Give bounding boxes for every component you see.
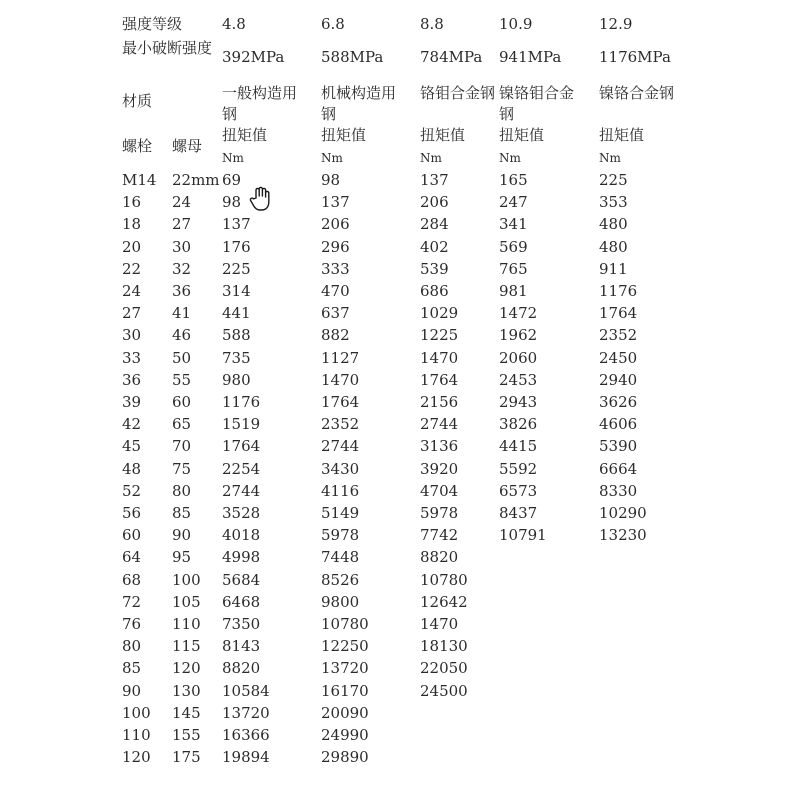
nut-size-cell: 50 [172,349,192,367]
torque-value-cell: 2744 [321,437,360,455]
bolt-size-cell: 80 [122,637,142,655]
torque-value-cell: 5390 [599,437,638,455]
torque-value-cell: 20090 [321,704,369,722]
nut-size-cell: 175 [172,748,201,766]
nut-size-cell: 145 [172,704,201,722]
bolt-size-cell: 90 [122,682,142,700]
torque-value-cell: 24990 [321,726,369,744]
torque-value-cell: 12642 [420,593,468,611]
nut-size-cell: 75 [172,460,192,478]
strength-4-8: 392MPa [222,48,285,66]
torque-value-cell: 12250 [321,637,369,655]
torque-value-cell: 882 [321,326,350,344]
torque-label-6-8: 扭矩值 [321,126,367,144]
torque-value-cell: 1225 [420,326,459,344]
torque-value-cell: 10780 [321,615,369,633]
torque-value-cell: 247 [499,193,528,211]
grade-12-9: 12.9 [599,15,633,33]
torque-value-cell: 13720 [222,704,270,722]
torque-value-cell: 2744 [420,415,459,433]
torque-value-cell: 2156 [420,393,459,411]
nut-size-cell: 95 [172,548,192,566]
nut-size-cell: 30 [172,238,192,256]
torque-value-cell: 1764 [420,371,459,389]
bolt-size-cell: 76 [122,615,142,633]
bolt-size-cell: 64 [122,548,142,566]
torque-value-cell: 10290 [599,504,647,522]
torque-value-cell: 6573 [499,482,538,500]
torque-value-cell: 1127 [321,349,360,367]
bolt-size-cell: M14 [122,171,157,189]
bolt-size-cell: 20 [122,238,142,256]
torque-value-cell: 8526 [321,571,360,589]
nut-label: 螺母 [172,137,203,155]
torque-value-cell: 10584 [222,682,270,700]
material-4-8: 一般构造用钢 [222,84,298,123]
nut-size-cell: 100 [172,571,201,589]
bolt-size-cell: 27 [122,304,142,322]
torque-value-cell: 2744 [222,482,261,500]
torque-value-cell: 1764 [222,437,261,455]
bolt-size-cell: 52 [122,482,142,500]
material-12-9: 镍铬合金钢 [599,84,675,102]
torque-value-cell: 69 [222,171,242,189]
torque-value-cell: 4998 [222,548,261,566]
torque-value-cell: 980 [222,371,251,389]
nut-size-cell: 120 [172,659,201,677]
torque-value-cell: 1176 [599,282,638,300]
torque-value-cell: 8820 [420,548,459,566]
bolt-size-cell: 39 [122,393,142,411]
strength-12-9: 1176MPa [599,48,671,66]
torque-value-cell: 3430 [321,460,360,478]
torque-value-cell: 137 [222,215,251,233]
unit-4-8: Nm [222,151,244,165]
torque-value-cell: 314 [222,282,251,300]
torque-value-cell: 7350 [222,615,261,633]
nut-size-cell: 24 [172,193,192,211]
torque-value-cell: 4704 [420,482,459,500]
torque-value-cell: 16366 [222,726,270,744]
torque-value-cell: 98 [321,171,341,189]
bolt-size-cell: 24 [122,282,142,300]
bolt-size-cell: 45 [122,437,142,455]
torque-value-cell: 7742 [420,526,459,544]
torque-value-cell: 588 [222,326,251,344]
bolt-size-cell: 56 [122,504,142,522]
torque-value-cell: 1470 [420,349,459,367]
torque-value-cell: 8820 [222,659,261,677]
bolt-size-cell: 33 [122,349,142,367]
torque-value-cell: 225 [599,171,628,189]
torque-value-cell: 6664 [599,460,638,478]
torque-label-8-8: 扭矩值 [420,126,466,144]
torque-value-cell: 13230 [599,526,647,544]
torque-value-cell: 402 [420,238,449,256]
nut-size-cell: 115 [172,637,201,655]
torque-value-cell: 911 [599,260,628,278]
torque-value-cell: 98 [222,193,242,211]
nut-size-cell: 46 [172,326,192,344]
torque-value-cell: 6468 [222,593,261,611]
bolt-size-cell: 22 [122,260,142,278]
torque-label-10-9: 扭矩值 [499,126,545,144]
nut-size-cell: 41 [172,304,192,322]
torque-value-cell: 10780 [420,571,468,589]
grade-10-9: 10.9 [499,15,533,33]
unit-12-9: Nm [599,151,621,165]
bolt-size-cell: 16 [122,193,142,211]
bolt-size-cell: 18 [122,215,142,233]
bolt-size-cell: 85 [122,659,142,677]
torque-label-12-9: 扭矩值 [599,126,645,144]
strength-8-8: 784MPa [420,48,483,66]
torque-value-cell: 22050 [420,659,468,677]
hand-pointer-icon [248,186,272,212]
nut-size-cell: 55 [172,371,192,389]
torque-value-cell: 8330 [599,482,638,500]
torque-value-cell: 3136 [420,437,459,455]
torque-value-cell: 24500 [420,682,468,700]
material-8-8: 铬钼合金钢 [420,84,496,102]
torque-value-cell: 137 [420,171,449,189]
bolt-label: 螺栓 [122,137,153,155]
nut-size-cell: 90 [172,526,192,544]
material-10-9: 镍铬钼合金钢 [499,84,575,123]
torque-value-cell: 470 [321,282,350,300]
torque-value-cell: 19894 [222,748,270,766]
torque-value-cell: 16170 [321,682,369,700]
torque-value-cell: 8143 [222,637,261,655]
nut-size-cell: 110 [172,615,201,633]
torque-value-cell: 2352 [321,415,360,433]
torque-value-cell: 3826 [499,415,538,433]
torque-value-cell: 206 [321,215,350,233]
torque-value-cell: 765 [499,260,528,278]
torque-value-cell: 9800 [321,593,360,611]
strength-6-8: 588MPa [321,48,384,66]
torque-value-cell: 1962 [499,326,538,344]
torque-value-cell: 1472 [499,304,538,322]
torque-value-cell: 165 [499,171,528,189]
torque-value-cell: 5149 [321,504,360,522]
material-6-8: 机械构造用钢 [321,84,397,123]
torque-value-cell: 2060 [499,349,538,367]
torque-value-cell: 569 [499,238,528,256]
torque-value-cell: 1029 [420,304,459,322]
torque-value-cell: 206 [420,193,449,211]
torque-value-cell: 13720 [321,659,369,677]
torque-value-cell: 1176 [222,393,261,411]
nut-size-cell: 27 [172,215,192,233]
nut-size-cell: 130 [172,682,201,700]
torque-value-cell: 480 [599,238,628,256]
material-label: 材质 [122,92,153,110]
nut-size-cell: 60 [172,393,192,411]
torque-value-cell: 225 [222,260,251,278]
torque-value-cell: 2940 [599,371,638,389]
torque-value-cell: 2943 [499,393,538,411]
grade-4-8: 4.8 [222,15,246,33]
torque-value-cell: 1470 [321,371,360,389]
unit-10-9: Nm [499,151,521,165]
nut-size-cell: 65 [172,415,192,433]
torque-value-cell: 1764 [599,304,638,322]
bolt-size-cell: 36 [122,371,142,389]
torque-value-cell: 341 [499,215,528,233]
torque-value-cell: 441 [222,304,251,322]
torque-value-cell: 3528 [222,504,261,522]
unit-6-8: Nm [321,151,343,165]
torque-value-cell: 5592 [499,460,538,478]
torque-value-cell: 4018 [222,526,261,544]
torque-value-cell: 4606 [599,415,638,433]
torque-value-cell: 4116 [321,482,360,500]
torque-value-cell: 284 [420,215,449,233]
torque-value-cell: 5978 [420,504,459,522]
torque-value-cell: 686 [420,282,449,300]
bolt-size-cell: 42 [122,415,142,433]
nut-size-cell: 85 [172,504,192,522]
torque-value-cell: 1470 [420,615,459,633]
nut-size-cell: 36 [172,282,192,300]
torque-value-cell: 10791 [499,526,547,544]
grade-8-8: 8.8 [420,15,444,33]
strength-label: 最小破断强度 [122,39,213,57]
nut-size-cell: 155 [172,726,201,744]
torque-label-4-8: 扭矩值 [222,126,268,144]
bolt-size-cell: 48 [122,460,142,478]
torque-value-cell: 1764 [321,393,360,411]
bolt-size-cell: 30 [122,326,142,344]
nut-size-cell: 22mm [172,171,220,189]
torque-value-cell: 29890 [321,748,369,766]
torque-value-cell: 353 [599,193,628,211]
torque-value-cell: 2453 [499,371,538,389]
torque-value-cell: 2450 [599,349,638,367]
torque-value-cell: 176 [222,238,251,256]
torque-value-cell: 2352 [599,326,638,344]
bolt-size-cell: 120 [122,748,151,766]
torque-value-cell: 5978 [321,526,360,544]
torque-value-cell: 8437 [499,504,538,522]
torque-value-cell: 5684 [222,571,261,589]
torque-value-cell: 4415 [499,437,538,455]
nut-size-cell: 105 [172,593,201,611]
torque-value-cell: 539 [420,260,449,278]
bolt-size-cell: 110 [122,726,151,744]
strength-10-9: 941MPa [499,48,562,66]
nut-size-cell: 80 [172,482,192,500]
torque-value-cell: 18130 [420,637,468,655]
torque-value-cell: 2254 [222,460,261,478]
torque-value-cell: 333 [321,260,350,278]
nut-size-cell: 70 [172,437,192,455]
bolt-size-cell: 100 [122,704,151,722]
torque-value-cell: 735 [222,349,251,367]
unit-8-8: Nm [420,151,442,165]
torque-value-cell: 137 [321,193,350,211]
torque-value-cell: 3626 [599,393,638,411]
torque-value-cell: 3920 [420,460,459,478]
torque-value-cell: 7448 [321,548,360,566]
bolt-size-cell: 68 [122,571,142,589]
bolt-size-cell: 60 [122,526,142,544]
grade-6-8: 6.8 [321,15,345,33]
torque-value-cell: 480 [599,215,628,233]
torque-value-cell: 296 [321,238,350,256]
nut-size-cell: 32 [172,260,192,278]
grade-label: 强度等级 [122,15,183,33]
torque-value-cell: 637 [321,304,350,322]
torque-value-cell: 981 [499,282,528,300]
torque-value-cell: 1519 [222,415,261,433]
bolt-size-cell: 72 [122,593,142,611]
